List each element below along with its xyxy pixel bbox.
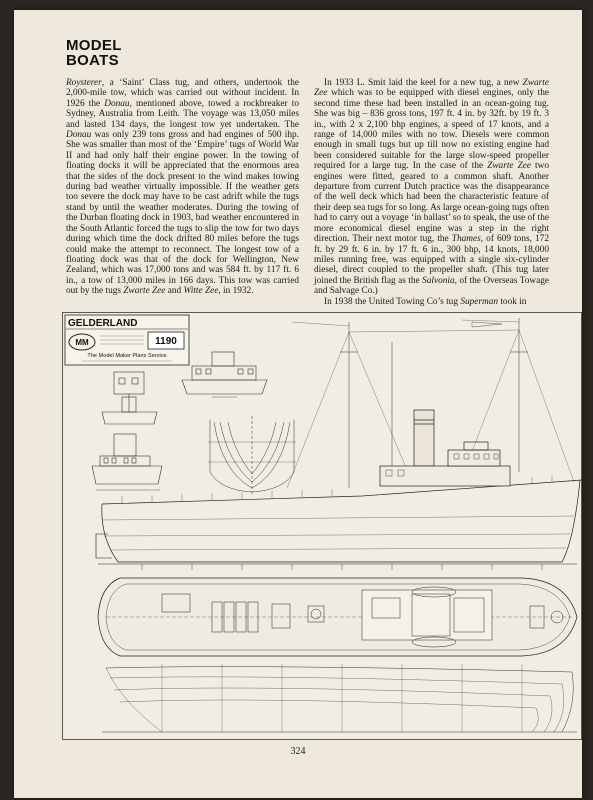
vessel-name-italic: Donau <box>66 130 92 141</box>
text-run: , of the Overseas Towage and Salvage Co.) <box>314 275 549 297</box>
vessel-name-italic: Donau <box>104 98 130 109</box>
article-paragraph <box>314 78 549 297</box>
header-line-model: MODEL <box>66 37 122 54</box>
text-run: took in <box>498 296 527 307</box>
plan-number: 1190 <box>155 336 177 347</box>
vessel-name-italic: Superman <box>460 296 499 307</box>
article-column-right <box>314 78 549 307</box>
mm-logo-letters: MM <box>75 338 89 347</box>
text-run: , of 609 tons, 172 ft. by 29 ft. 6 in. by 17 ft. 6 in., 300 bhp, 14 knots, 18,000 miles running free, was equipped with a single six-cylinder diesel, direct coupled to the propeller shaft. (This tug later joined the British flag as the <box>314 234 549 286</box>
article-paragraph <box>66 78 299 297</box>
tug-plan-drawing <box>62 312 582 740</box>
section-header <box>66 38 122 68</box>
text-run: In 1933 L. Smit laid the keel for a new tug, a new <box>324 78 523 88</box>
vessel-name-italic: Zwarte Zee <box>123 286 166 297</box>
text-run: In 1938 the United Towing Co’s tug <box>324 296 461 307</box>
header-line-boats: BOATS <box>66 52 119 69</box>
magazine-page <box>14 10 582 798</box>
vessel-name-italic: Roysterer <box>66 78 102 88</box>
vessel-name-italic: Salvonia <box>422 275 455 286</box>
vessel-name-italic: Zwarte Zee <box>487 161 531 172</box>
vessel-name-italic: Witte Zee <box>183 286 219 297</box>
deck-plan-drawing <box>98 578 577 656</box>
vessel-name-italic: Thames <box>451 234 481 245</box>
text-run: which was to be equipped with diesel engines, only the second time these had been installed in an ocean-going tug. She was big – 836 gross tons, 197 ft. 4 in. by 32ft. by 19 ft. 3 in., with 2 x 2,100 bhp engines, a speed of 17 knots, and a range of 14,000 miles with no tow. Diesels were common enough in small tugs but up till now no existing engine had been considered suitable for the large slow-speed propeller required for a large tug. In the case of the <box>314 88 549 172</box>
vessel-name-italic: Zwarte Zee <box>314 78 549 99</box>
plan-title: GELDERLAND <box>68 318 138 329</box>
text-run: and <box>165 286 184 297</box>
plan-company: The Model Maker Plans Service <box>87 353 167 359</box>
text-run: two engines were fitted, geared to a common shaft. Another departure from current Dutch practice was the disappearance of the well deck which had been the characteristic feature of their deep sea tugs for so long. As large ocean-going tugs often had to carry out a voyage ‘in ballast’ so to speak, the use of the more economical diesel engine was a step in the right direction. Their next motor tug, the <box>314 161 549 245</box>
plan-title-block <box>65 315 189 365</box>
article-column-left <box>66 78 299 297</box>
page-number: 324 <box>290 746 306 757</box>
text-run: was only 239 tons gross and had engines of 500 ihp. She was smaller than most of the ‘Empire’ tugs of World War II and had only half their engine power. In the towing of floating docks it will be appreciated that the enormous area that the sides of the dock present to the wind makes towing during bad weather virtually impossible. If the weather gets too severe the dock may have to be cast adrift while the tugs stand by until the weather moderates. During the towing of the Durban floating dock in 1903, bad weather encountered in the South Atlantic forced the tugs to slip the tow for two days during which time the dock drifted 80 miles before the tugs could make the attempt to reconnect. The longest tow of a floating dock was that of the dock for Wellington, New Zealand, which was 17,000 tons and was 584 ft. by 117 ft. 6 in., a tow of 13,000 miles in 166 days. This tow was carried out by the tugs <box>66 130 299 297</box>
text-run: , in 1932. <box>218 286 254 297</box>
text-run: , a ‘Saint’ Class tug, and others, undertook the 2,000-mile tow, which was carried out without incident. In 1926 the <box>66 78 299 109</box>
text-run: , mentioned above, towed a rockbreaker to Sydney, Australia from Leith. The voyage was 13,050 miles and lasted 134 days, the longest tow yet undertaken. The <box>66 98 299 130</box>
article-paragraph <box>314 297 549 307</box>
